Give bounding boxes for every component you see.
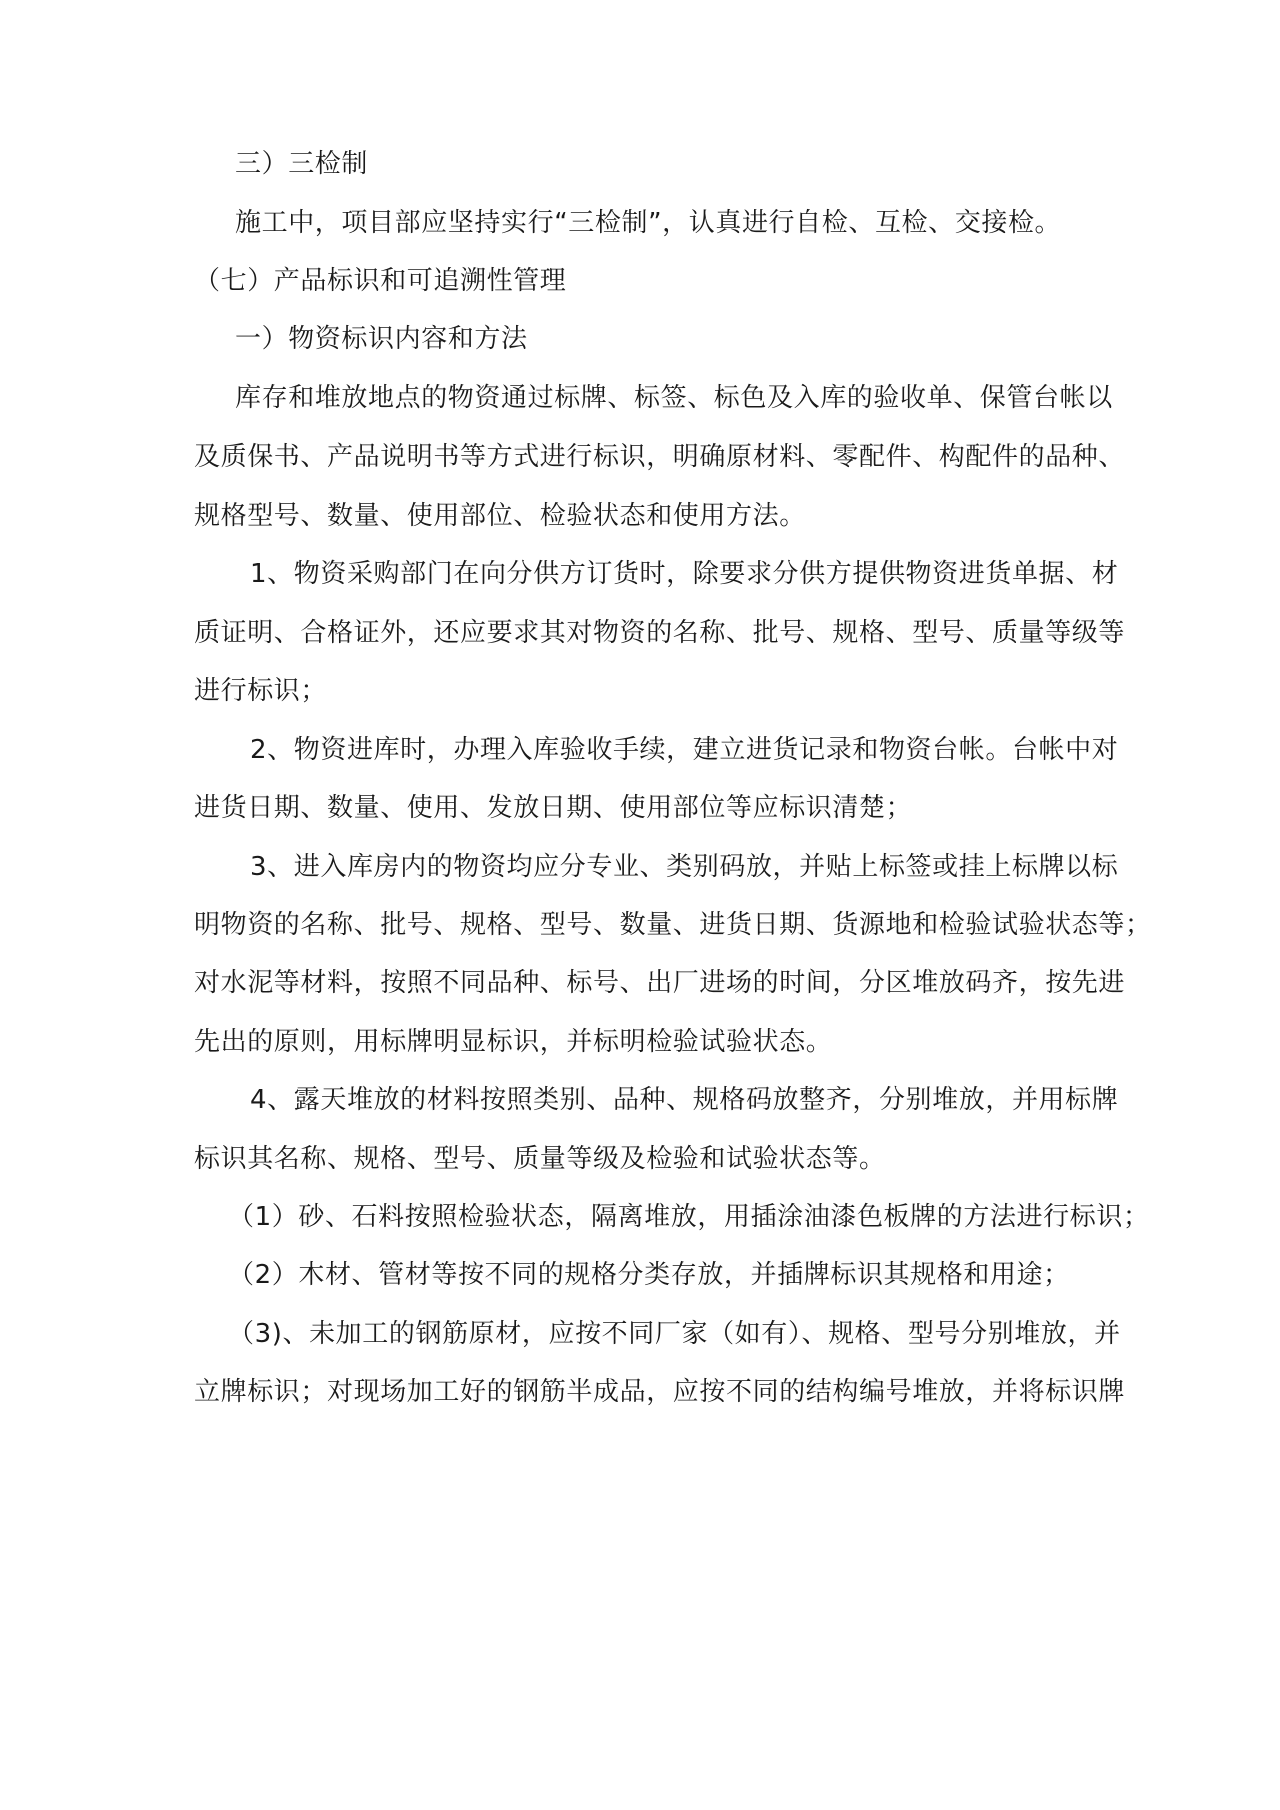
paragraph-line: 先出的原则，用标牌明显标识，并标明检验试验状态。 [194, 1027, 833, 1057]
paragraph-line: 对水泥等材料，按照不同品种、标号、出厂进场的时间，分区堆放码齐，按先进 [194, 968, 1126, 998]
sub-item-1: （1）砂、石料按照检验状态，隔离堆放，用插涂油漆色板牌的方法进行标识； [228, 1202, 1150, 1232]
sub-item-2: （2）木材、管材等按不同的规格分类存放，并插牌标识其规格和用途； [228, 1260, 1070, 1290]
paragraph-line: 标识其名称、规格、型号、质量等级及检验和试验状态等。 [194, 1144, 886, 1174]
list-item-4: 4、露天堆放的材料按照类别、品种、规格码放整齐，分别堆放，并用标牌 [250, 1085, 1119, 1115]
paragraph-line: 规格型号、数量、使用部位、检验状态和使用方法。 [194, 501, 806, 531]
paragraph-line: 库存和堆放地点的物资通过标牌、标签、标色及入库的验收单、保管台帐以 [235, 383, 1113, 413]
paragraph-line: 质证明、合格证外，还应要求其对物资的名称、批号、规格、型号、质量等级等 [194, 618, 1126, 648]
paragraph-line: 及质保书、产品说明书等方式进行标识，明确原材料、零配件、构配件的品种、 [194, 442, 1126, 472]
paragraph-line: 进货日期、数量、使用、发放日期、使用部位等应标识清楚； [194, 793, 913, 823]
paragraph-line: 进行标识； [194, 676, 328, 706]
sub-item-3: （3)、未加工的钢筋原材，应按不同厂家（如有）、规格、型号分别堆放，并 [228, 1319, 1121, 1349]
list-item-2: 2、物资进库时，办理入库验收手续，建立进货记录和物资台帐。台帐中对 [250, 735, 1119, 765]
list-item-3: 3、进入库房内的物资均应分专业、类别码放，并贴上标签或挂上标牌以标 [250, 852, 1119, 882]
paragraph-line: 施工中，项目部应坚持实行“三检制”，认真进行自检、互检、交接检。 [235, 208, 1062, 238]
paragraph-line: 明物资的名称、批号、规格、型号、数量、进货日期、货源地和检验试验状态等； [194, 910, 1152, 940]
subheading-material-identification: 一）物资标识内容和方法 [235, 324, 528, 354]
section-heading-seven: （七）产品标识和可追溯性管理 [194, 266, 567, 296]
subheading-three-inspection: 三）三检制 [235, 149, 369, 179]
list-item-1: 1、物资采购部门在向分供方订货时，除要求分供方提供物资进货单据、材 [250, 559, 1119, 589]
paragraph-line: 立牌标识；对现场加工好的钢筋半成品，应按不同的结构编号堆放，并将标识牌 [194, 1377, 1126, 1407]
